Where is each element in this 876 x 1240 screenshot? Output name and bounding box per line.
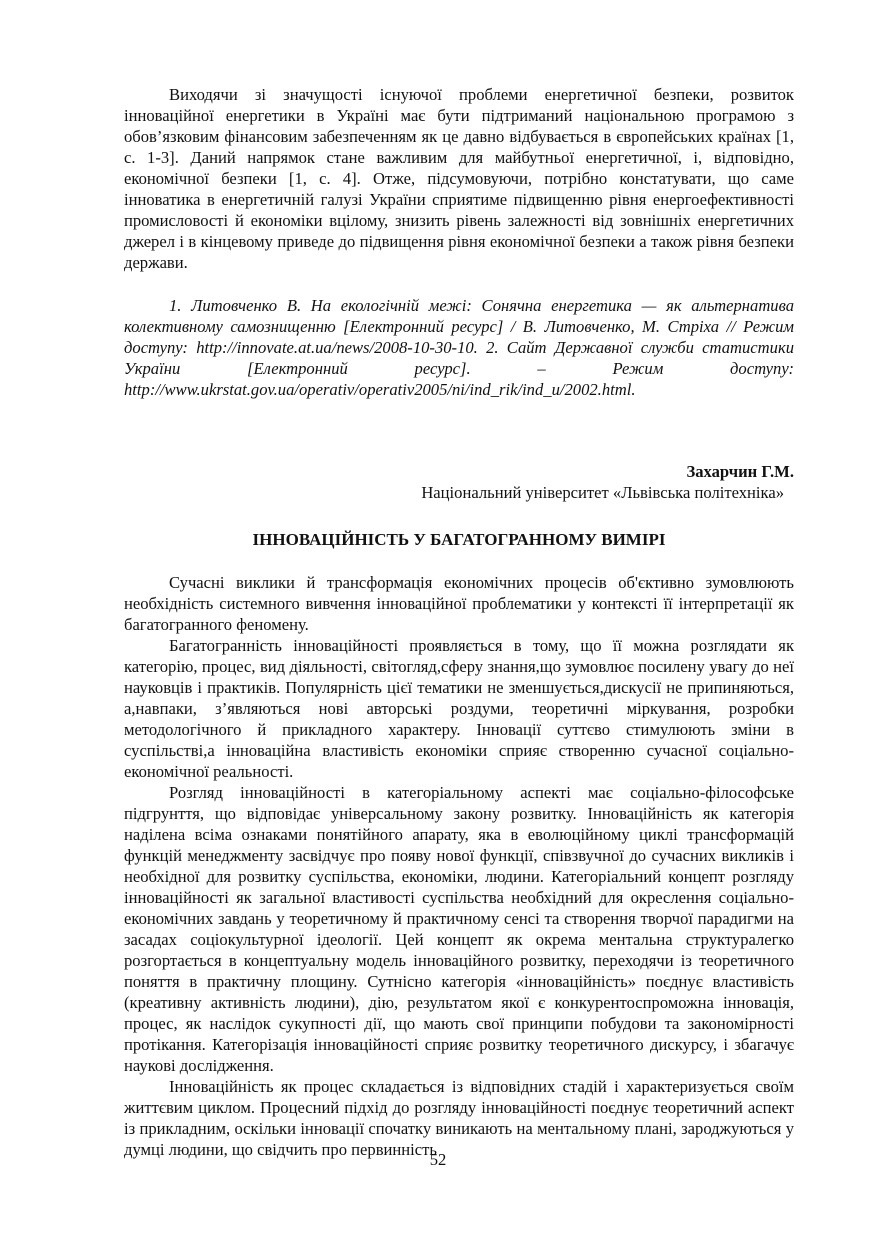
body-paragraph: Сучасні виклики й трансформація економічних процесів об'єктивно зумовлюють необхідність системного вивчення інноваційної проблематики у контексті її інтерпретації як багатогранного феномену. [124,573,794,634]
references [124,295,794,400]
article-title: ІННОВАЦІЙНІСТЬ У БАГАТОГРАННОМУ ВИМІРІ [252,530,666,549]
references-text: 1. Литовченко В. На екологічній межі: Сонячна енергетика — як альтернатива колективному самознищенню [Електронний ресурс] / В. Литовченко, М. Стріха // Режим доступу: http://innovate.at.ua/news/2008-10-30-10. 2. Сайт Державної служби статистики України [Електронний ресурс]. – Режим доступу: http://www.ukrstat.gov.ua/operativ/operativ2005/ni/ind_rik/ind_u/2002.html. [124,296,794,399]
intro-paragraph: Виходячи зі значущості існуючої проблеми енергетичної безпеки, розвиток інноваційної енергетики в Україні має бути підтриманий національною програмою з обов’язковим фінансовим забезпеченням як це давно відбувається в європейських країнах [1, с. 1-3]. Даний напрямок стане важливим для майбутньої енергетичної, і, відповідно, економічної безпеки [1, с. 4]. Отже, підсумовуючи, потрібно констатувати, що саме інноватика в енергетичній галузі України сприятиме підвищенню рівня енергоефективності промисловості й економіки вцілому, знизить рівень залежності від зовнішніх енергетичних джерел і в кінцевому приведе до підвищення рівня економічної безпеки а також рівня безпеки держави. [124,85,794,272]
body-paragraph: Багатогранність інноваційності проявляється в тому, що її можна розглядати як категорію, процес, вид діяльності, світогляд,сферу знання,що зумовлює посилену увагу до неї науковців і практиків. Популярність цієї тематики не зменшується,дискусії не припиняються, а,навпаки, з’являються нові авторські роздуми, теоретичні міркування, розробки методологічного й прикладного характеру. Інновації суттєво стимулюють зміни в суспільстві,а інноваційна властивість економіки сприяє створенню сучасної соціально-економічної реальності. [124,636,794,781]
author-affiliation: Національний університет «Львівська політехніка» [421,483,784,502]
body-paragraph: Розгляд інноваційності в категоріальному аспекті має соціально-філософське підгрунття, що відповідає універсальному закону розвитку. Інноваційність як категорія наділена всіма ознаками понятійного апарату, яка в еволюційному циклі трансформацій функцій менеджменту засвідчує про появу нової функції, співзвучної до сучасних викликів і необхідної для розвитку суспільства, економіки, людини. Категоріальний концепт розгляду інноваційності як загальної властивості суспільства необхідний для окреслення соціально-економічних завдань у теоретичному й практичному сенсі та створення творчої парадигми на засадах соціокультурної ідеології. Цей концепт як окрема ментальна структуралегко розгортається в концептуальну модель інноваційного розвитку, переходячи із теоретичного поняття в практичну площину. Сутнісно категорія «інноваційність» поєднує властивість (креативну активність людини), дію, результатом якої є конкурентоспроможна інновація, процес, як наслідок сукупності дії, що мають свої принципи побудови та закономірності протікання. Категорізація інноваційності сприяє розвитку теоретичного дискурсу, і збагачує наукові дослідження. [124,783,794,1075]
author-name: Захарчин Г.М. [686,462,794,481]
document-page [124,84,794,1160]
page-number: 52 [429,1150,447,1169]
body-paragraph: Інноваційність як процес складається із відповідних стадій і характеризується своїм життєвим циклом. Процесний підхід до розгляду інноваційності поєднує теоретичний аспект із прикладним, оскільки інновації спочатку виникають на ментальному плані, зароджуються у думці людини, що свідчить про первинність [124,1077,794,1159]
article-body [124,572,794,1160]
